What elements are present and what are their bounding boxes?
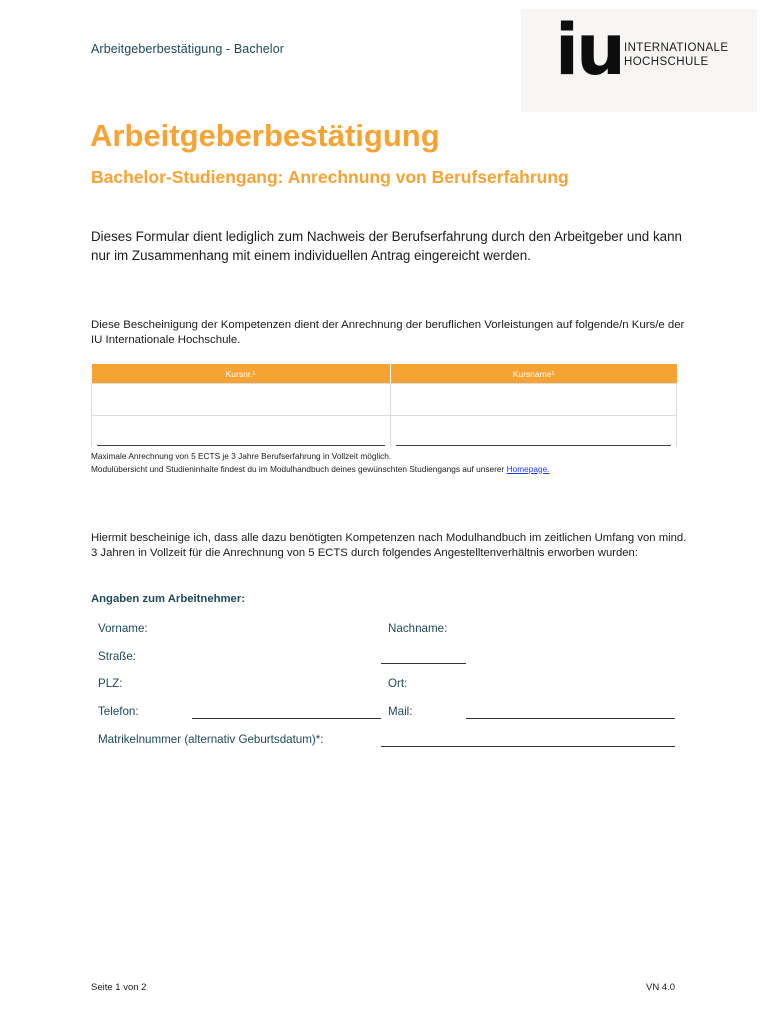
strasse-label: Straße: (98, 650, 137, 663)
vorname-label: Vorname: (98, 622, 148, 635)
logo-text-line1: INTERNATIONALE (624, 42, 729, 54)
column-header-kursname: Kursname¹ (390, 364, 677, 384)
strasse-input-line[interactable] (381, 663, 466, 664)
document-subtitle: Bachelor-Studiengang: Anrechnung von Berufserfahrung (91, 167, 569, 187)
page-number: Seite 1 von 2 (91, 982, 147, 993)
table-row (92, 416, 677, 448)
logo-mark: iu (555, 9, 623, 91)
footnote-ects: Maximale Anrechnung von 5 ECTS je 3 Jahre Berufserfahrung in Vollzeit möglich. (91, 451, 392, 461)
plz-label: PLZ: (98, 677, 123, 690)
logo-text-line2: HOCHSCHULE (624, 56, 709, 68)
input-underline (396, 445, 672, 446)
telefon-label: Telefon: (98, 705, 139, 718)
nachname-label: Nachname: (388, 622, 448, 635)
ort-label: Ort: (388, 677, 408, 690)
kursname-cell[interactable] (390, 416, 677, 448)
kursnr-cell[interactable] (92, 416, 391, 448)
course-table (91, 364, 677, 447)
mail-input-line[interactable] (466, 718, 675, 719)
intro-paragraph: Dieses Formular dient lediglich zum Nachweis der Berufserfahrung durch den Arbeitgeber und kann nur im Zusammenhang mit einem individuellen Antrag eingereicht werden. (91, 229, 682, 263)
kursnr-cell[interactable] (92, 384, 391, 416)
table-row (92, 384, 677, 416)
version-number: VN 4.0 (646, 982, 676, 993)
employee-section-heading: Angaben zum Arbeitnehmer: (91, 593, 245, 605)
input-underline (97, 445, 385, 446)
footnote-module (91, 463, 550, 476)
footnotes (91, 450, 550, 475)
telefon-input-line[interactable] (192, 718, 381, 719)
document-title: Arbeitgeberbestätigung (90, 118, 440, 153)
footnote-module-text: Modulübersicht und Studieninhalte findest du im Modulhandbuch deines gewünschten Studiengangs auf unserer (91, 463, 507, 474)
matrikel-label: Matrikelnummer (alternativ Geburtsdatum)*: (98, 733, 324, 746)
iu-logo (521, 9, 757, 112)
homepage-link[interactable]: Homepage. (506, 463, 550, 474)
mail-label: Mail: (388, 705, 413, 718)
certification-paragraph: Diese Bescheinigung der Kompetenzen dient der Anrechnung der beruflichen Vorleistungen auf folgende/n Kurs/e der IU Internationale Hochschule. (91, 319, 685, 346)
confirmation-paragraph: Hiermit bescheinige ich, dass alle dazu benötigten Kompetenzen nach Modulhandbuch im zeitlichen Umfang von mind. 3 Jahren in Vollzeit für die Anrechnung von 5 ECTS durch folgendes Angestelltenverhältnis erworben wurden: (91, 532, 687, 560)
kursname-cell[interactable] (390, 384, 677, 416)
column-header-kursnr: Kursnr.¹ (92, 364, 391, 384)
header-title: Arbeitgeberbestätigung - Bachelor (91, 42, 285, 56)
matrikel-input-line[interactable] (381, 746, 675, 747)
